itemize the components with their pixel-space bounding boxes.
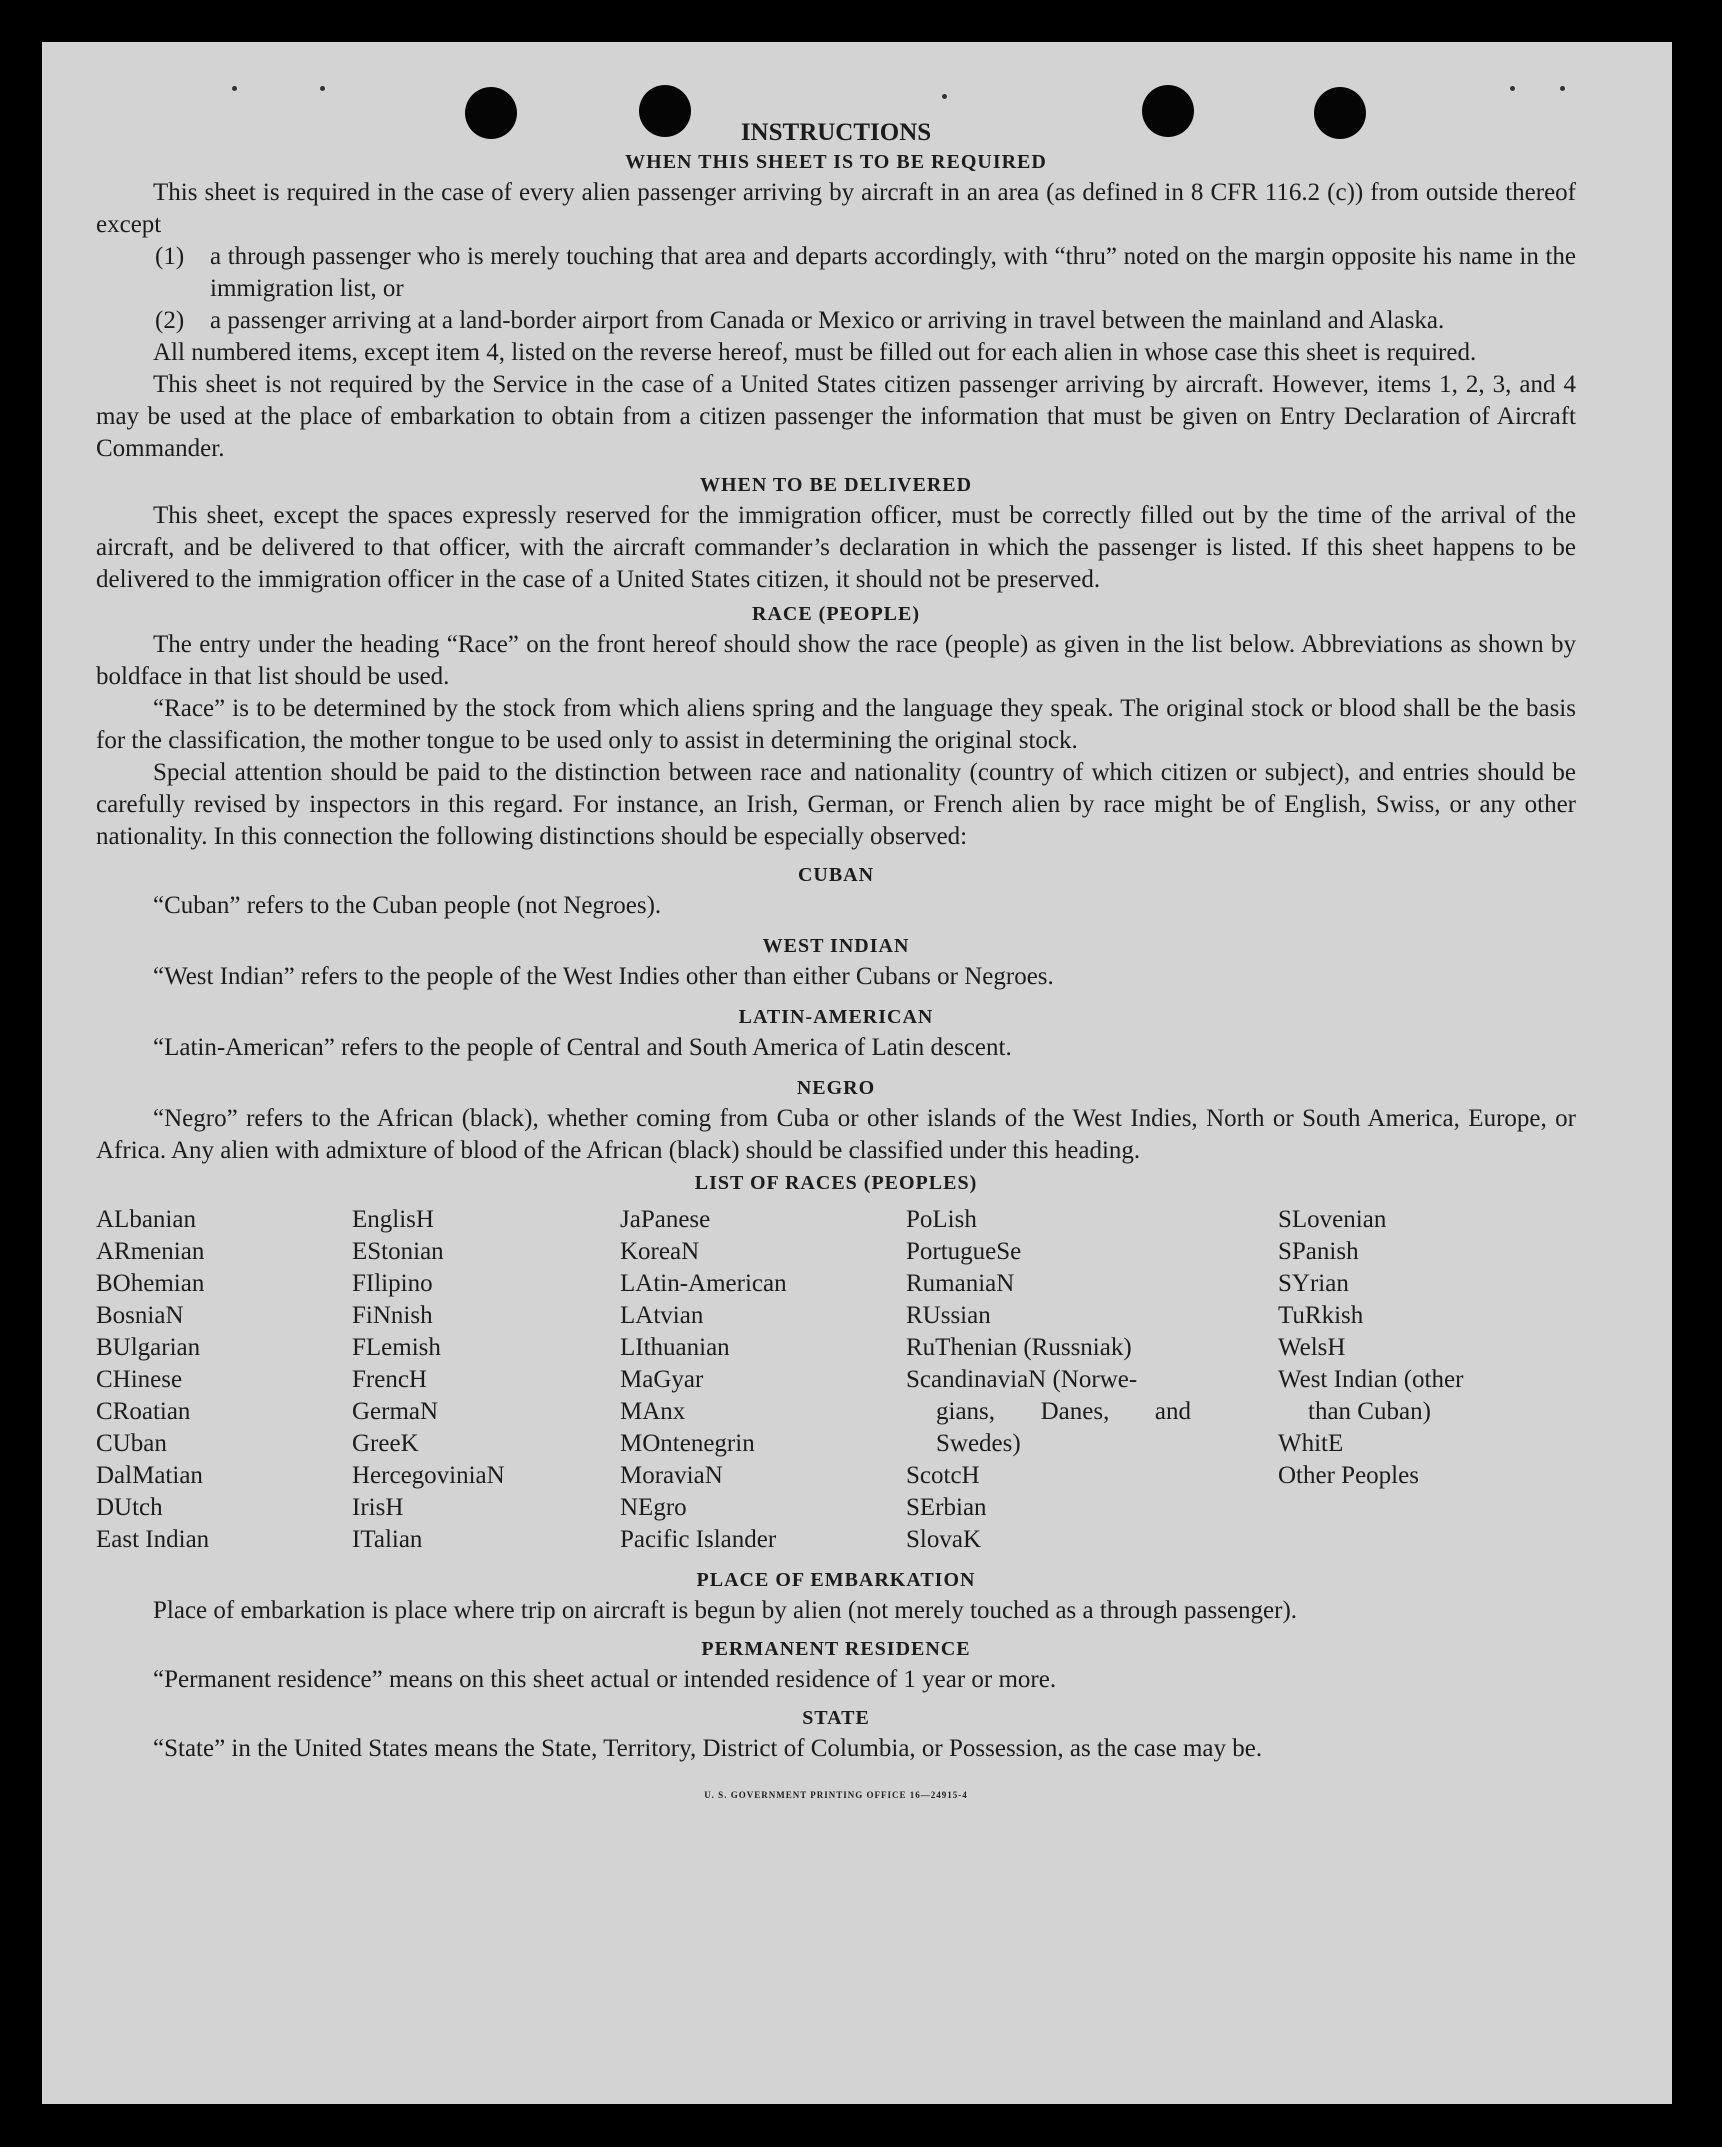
paragraph: “State” in the United States means the State, Territory, District of Columbia, or Possession, as the case may be. [153, 1735, 1263, 1762]
race-entry: RUssian [906, 1302, 991, 1329]
race-entry: Other Peoples [1278, 1462, 1419, 1489]
race-entry: MOntenegrin [620, 1430, 755, 1457]
race-entry: RumaniaN [906, 1270, 1015, 1297]
printer-imprint: U. S. GOVERNMENT PRINTING OFFICE 16—24915-4 [704, 1790, 968, 1800]
paragraph: “Cuban” refers to the Cuban people (not Negroes). [153, 892, 662, 919]
paragraph: “Race” is to be determined by the stock from which aliens spring and the language they speak. The original stock or blood shall be the basis for the classification, the mother tongue to be used only to assist in determining the original stock. [96, 695, 1576, 754]
section-heading: RACE (PEOPLE) [752, 603, 920, 625]
word: and [1154, 1398, 1191, 1425]
race-entry: FIlipino [352, 1270, 433, 1297]
list-item [155, 305, 1576, 337]
race-entry: ScotcH [906, 1462, 980, 1489]
race-entry: RuThenian (Russniak) [906, 1334, 1132, 1361]
race-entry: East Indian [96, 1526, 210, 1553]
race-entry: WhitE [1278, 1430, 1344, 1457]
race-entry: IrisH [352, 1494, 404, 1521]
word: Danes, [1040, 1398, 1110, 1425]
section-heading: LATIN-AMERICAN [738, 1006, 934, 1028]
race-entry: SLovenian [1278, 1206, 1387, 1233]
race-entry: LAtin-American [620, 1270, 787, 1297]
section-heading: STATE [802, 1707, 870, 1729]
race-entry: SYrian [1278, 1270, 1349, 1297]
race-entry: ALbanian [96, 1206, 196, 1233]
races-column-5 [1278, 1204, 1463, 1492]
race-entry: EStonian [352, 1238, 444, 1265]
race-entry: BOhemian [96, 1270, 205, 1297]
race-entry: Pacific Islander [620, 1526, 777, 1553]
paragraph: All numbered items, except item 4, listed on the reverse hereof, must be filled out for each alien in whose case this sheet is required. [153, 339, 1477, 366]
race-entry: CHinese [96, 1366, 183, 1393]
race-entry: MoraviaN [620, 1462, 723, 1489]
paragraph: The entry under the heading “Race” on the front hereof should show the race (people) as given in the list below. Abbreviations as shown by boldface in that list should be used. [96, 631, 1576, 690]
paragraph: Special attention should be paid to the distinction between race and nationality (country of which citizen or subject), and entries should be carefully revised by inspectors in this regard. For instance, an Irish, German, or French alien by race might be of English, Swiss, or any other nationality. In this connection the following distinctions should be especially observed: [96, 759, 1576, 850]
races-column-1 [96, 1204, 209, 1556]
section-heading: PERMANENT RESIDENCE [701, 1638, 971, 1660]
race-entry: JaPanese [620, 1206, 711, 1233]
race-entry: SErbian [906, 1494, 987, 1521]
race-entry: ScandinaviaN (Norwe- [906, 1366, 1138, 1393]
race-entry: PortugueSe [906, 1238, 1022, 1265]
race-entry: BUlgarian [96, 1334, 201, 1361]
race-entry: DalMatian [96, 1462, 203, 1489]
section-heading: WEST INDIAN [762, 935, 910, 957]
list-item [155, 241, 1576, 305]
race-entry: FLemish [352, 1334, 441, 1361]
race-entry: MaGyar [620, 1366, 704, 1393]
race-entry: FiNnish [352, 1302, 433, 1329]
races-column-4 [906, 1204, 1191, 1556]
paragraph: This sheet, except the spaces expressly reserved for the immigration officer, must be correctly filled out by the time of the arrival of the aircraft, and be delivered to that officer, with the aircraft commander’s declaration in which the passenger is listed. If this sheet happens to be delivered to the immigration officer in the case of a United States citizen, it should not be preserved. [96, 502, 1576, 593]
item-number: (1) [155, 243, 185, 270]
race-entry: CRoatian [96, 1398, 191, 1425]
races-column-3 [620, 1204, 787, 1556]
race-entry-continued [906, 1396, 1191, 1428]
race-entry: MAnx [620, 1398, 686, 1425]
race-entry-continued: than Cuban) [1308, 1398, 1431, 1425]
word: gians, [936, 1398, 996, 1425]
race-entry: SlovaK [906, 1526, 981, 1553]
paragraph: “Latin-American” refers to the people of Central and South America of Latin descent. [153, 1034, 1012, 1061]
race-entry: KoreaN [620, 1238, 700, 1265]
section-heading: PLACE OF EMBARKATION [696, 1569, 976, 1591]
section-heading: LIST OF RACES (PEOPLES) [694, 1172, 978, 1194]
race-entry: SPanish [1278, 1238, 1359, 1265]
race-entry: West Indian (other [1278, 1366, 1464, 1393]
race-entry: CUban [96, 1430, 167, 1457]
race-entry: GermaN [352, 1398, 439, 1425]
race-entry: PoLish [906, 1206, 977, 1233]
race-entry: TuRkish [1278, 1302, 1364, 1329]
paragraph: This sheet is not required by the Service in the case of a United States citizen passenger arriving by aircraft. However, items 1, 2, 3, and 4 may be used at the place of embarkation to obtain from a citizen passenger the information that must be given on Entry Declaration of Aircraft Commander. [96, 371, 1576, 462]
paragraph: “Permanent residence” means on this sheet actual or intended residence of 1 year or more. [153, 1666, 1057, 1693]
race-entry: LAtvian [620, 1302, 704, 1329]
section-heading: WHEN TO BE DELIVERED [699, 474, 973, 496]
race-entry: EnglisH [352, 1206, 434, 1233]
item-text: a passenger arriving at a land-border airport from Canada or Mexico or arriving in travel between the mainland and Alaska. [210, 307, 1445, 334]
section-heading: WHEN THIS SHEET IS TO BE REQUIRED [625, 151, 1047, 173]
race-entry: BosniaN [96, 1302, 184, 1329]
race-entry: DUtch [96, 1494, 163, 1521]
race-entry: GreeK [352, 1430, 419, 1457]
paragraph: This sheet is required in the case of every alien passenger arriving by aircraft in an area (as defined in 8 CFR 116.2 (c)) from outside thereof except [96, 179, 1576, 238]
document-content [96, 82, 1576, 1811]
race-entry: WelsH [1278, 1334, 1346, 1361]
paragraph: “Negro” refers to the African (black), whether coming from Cuba or other islands of the West Indies, North or South America, Europe, or Africa. Any alien with admixture of blood of the African (black) should be classified under this heading. [96, 1105, 1576, 1164]
races-list [96, 1204, 1576, 1554]
paragraph: “West Indian” refers to the people of the West Indies other than either Cubans or Negroes. [153, 963, 1054, 990]
paragraph: Place of embarkation is place where trip on aircraft is begun by alien (not merely touched as a through passenger). [153, 1597, 1298, 1624]
item-number: (2) [155, 307, 185, 334]
section-heading: NEGRO [796, 1077, 876, 1099]
item-text: a through passenger who is merely touching that area and departs accordingly, with “thru” noted on the margin opposite his name in the immigration list, or [210, 243, 1576, 302]
race-entry-continued: Swedes) [936, 1430, 1021, 1457]
page-title: INSTRUCTIONS [740, 119, 932, 146]
race-entry: ITalian [352, 1526, 423, 1553]
race-entry: ARmenian [96, 1238, 205, 1265]
section-heading: CUBAN [797, 864, 875, 886]
race-entry: FrencH [352, 1366, 427, 1393]
races-column-2 [352, 1204, 505, 1556]
race-entry: NEgro [620, 1494, 687, 1521]
race-entry: LIthuanian [620, 1334, 730, 1361]
race-entry: HercegoviniaN [352, 1462, 505, 1489]
